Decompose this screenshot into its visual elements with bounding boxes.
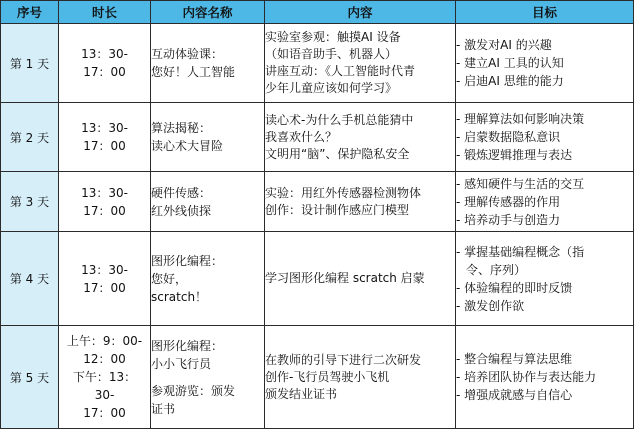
duration-cell: 13：30- 17：00 bbox=[59, 232, 151, 326]
topic-cell: 互动体验课： 您好！人工智能 bbox=[151, 24, 265, 103]
duration-cell: 上午：9：00- 12：00 下午：13： 30- 17：00 bbox=[59, 326, 151, 429]
content-cell: 实验：用红外传感器检测物体 创作：设计制作感应门模型 bbox=[265, 172, 456, 232]
table-row bbox=[1, 24, 634, 103]
content-cell: 学习图形化编程 scratch 启蒙 bbox=[265, 232, 456, 326]
topic-cell: 图形化编程： 您好， scratch！ bbox=[151, 232, 265, 326]
table-row bbox=[1, 103, 634, 172]
day-number: 第 4 天 bbox=[1, 232, 59, 326]
header-content: 内容 bbox=[265, 1, 456, 24]
day-number: 第 3 天 bbox=[1, 172, 59, 232]
goals-cell: - 掌握基础编程概念（指 令、序列） - 体验编程的即时反馈 - 激发创作欲 bbox=[456, 232, 634, 326]
header-goals: 目标 bbox=[456, 1, 634, 24]
table-row bbox=[1, 326, 634, 429]
topic-cell: 图形化编程： 小小飞行员 参观游览：颁发 证书 bbox=[151, 326, 265, 429]
content-cell: 在教师的引导下进行二次研发 创作-飞行员驾驶小飞机 颁发结业证书 bbox=[265, 326, 456, 429]
header-row bbox=[1, 1, 634, 24]
duration-cell: 13：30- 17：00 bbox=[59, 172, 151, 232]
table-row bbox=[1, 232, 634, 326]
goals-cell: - 感知硬件与生活的交互 - 理解传感器的作用 - 培养动手与创造力 bbox=[456, 172, 634, 232]
goals-cell: - 激发对AI 的兴趣 - 建立AI 工具的认知 - 启迪AI 思维的能力 bbox=[456, 24, 634, 103]
day-number: 第 5 天 bbox=[1, 326, 59, 429]
content-cell: 实验室参观：触摸AI 设备 （如语音助手、机器人） 讲座互动：《人工智能时代青 少年儿童应该如何学习》 bbox=[265, 24, 456, 103]
duration-cell: 13：30- 17：00 bbox=[59, 24, 151, 103]
header-duration: 时长 bbox=[59, 1, 151, 24]
day-number: 第 2 天 bbox=[1, 103, 59, 172]
day-number: 第 1 天 bbox=[1, 24, 59, 103]
duration-cell: 13：30- 17：00 bbox=[59, 103, 151, 172]
header-topic: 内容名称 bbox=[151, 1, 265, 24]
topic-cell: 算法揭秘： 读心术大冒险 bbox=[151, 103, 265, 172]
table-row bbox=[1, 172, 634, 232]
header-seq: 序号 bbox=[1, 1, 59, 24]
goals-cell: - 整合编程与算法思维 - 培养团队协作与表达能力 - 增强成就感与自信心 bbox=[456, 326, 634, 429]
topic-cell: 硬件传感： 红外线侦探 bbox=[151, 172, 265, 232]
content-cell: 读心术-为什么手机总能猜中 我喜欢什么？ 文明用“脑”、保护隐私安全 bbox=[265, 103, 456, 172]
goals-cell: - 理解算法如何影响决策 - 启蒙数据隐私意识 - 锻炼逻辑推理与表达 bbox=[456, 103, 634, 172]
